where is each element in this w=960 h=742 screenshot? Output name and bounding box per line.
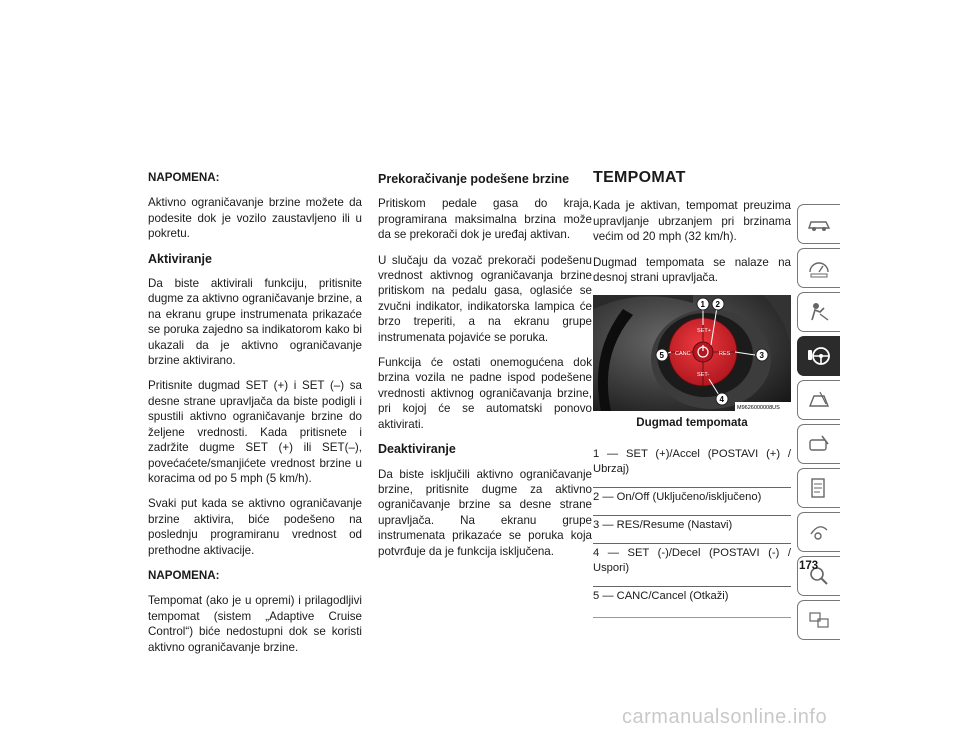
svg-text:2: 2: [715, 300, 720, 310]
tab-safety[interactable]: [797, 292, 840, 332]
section-title-cruise-control: TEMPOMAT: [593, 169, 686, 186]
figure-caption: Dugmad tempomata: [636, 416, 748, 430]
canc-button-label: CANC: [675, 351, 691, 358]
svg-text:4: 4: [719, 395, 724, 405]
callout-1: [697, 298, 709, 310]
section-heading-deactivation: Deaktiviranje: [378, 442, 456, 457]
chapter-tabs: [797, 204, 841, 644]
figure-code: M9626000008US: [737, 405, 780, 412]
tab-specifications[interactable]: [797, 468, 840, 508]
emergency-icon: [806, 388, 832, 412]
paragraph: Da biste aktivirali funkciju, pritisnite dugme za aktivno ograničavanje brzine, a na ekranu grupe instrumenata prikazaće se poruka zajedno sa indikatorom kako bi ukazali da je aktivno ograničavanje brzine aktivirano.: [148, 277, 362, 368]
tab-multimedia[interactable]: [797, 512, 840, 552]
paragraph: Pritisnite dugmad SET (+) i SET (–) sa desne strane upravljača da biste podigli i spustili aktivno ograničavanje brzine do željene vrednosti. Kada pritisnete i zadržite dugme SET (+) ili SET(–), povećaćete/smanjićete vrednost brzine u koracima od po 5 mph (5 km/h).: [148, 379, 362, 485]
paragraph: Kada je aktivan, tempomat preuzima upravljanje ubrzanjem pri brzinama većim od 20 mph (32 km/h).: [593, 199, 791, 244]
figure-legend: [593, 447, 791, 618]
tab-driving[interactable]: [797, 336, 840, 376]
paragraph: Pritiskom pedale gasa do kraja, programirana maksimalna brzina može da se prekorači dok je uređaj aktivan.: [378, 197, 592, 242]
column-middle: [378, 170, 592, 569]
service-icon: [806, 432, 832, 456]
set-plus-button-label: SET+: [697, 328, 711, 335]
callout-5: [656, 349, 668, 361]
language-icon: [806, 608, 832, 632]
svg-text:3: 3: [759, 351, 764, 361]
legend-item: 2 — On/Off (Uključeno/isključeno): [593, 487, 791, 505]
steering-wheel-icon: [806, 344, 832, 368]
res-button-label: RES: [719, 351, 731, 358]
paragraph: Da biste isključili aktivno ograničavanje brzine, pritisnite dugme za aktivno ograničavanje brzine sa desne strane upravljača. Na ekranu grupe instrumenata prikazaće se poruka koja potvrđuje da je funkcija isključena.: [378, 467, 592, 558]
note-label: NAPOMENA:: [148, 171, 220, 184]
page-number: 173: [799, 560, 819, 572]
safety-icon: [806, 300, 832, 324]
set-minus-button-label: SET-: [697, 372, 710, 379]
tab-dashboard[interactable]: [797, 248, 840, 288]
specifications-icon: [806, 476, 832, 500]
callout-2: [712, 298, 724, 310]
paragraph: U slučaju da vozač prekorači podešenu vrednost aktivnog ograničavanja brzine pritiskom na pedalu gasa, oglasiće se zvučni indikator, indikatorska lampica će brzo treperiti, a na ekranu grupe instrumenata pojaviće se poruka.: [378, 253, 592, 344]
car-info-icon: [806, 212, 832, 236]
multimedia-icon: [806, 520, 832, 544]
callout-3: [756, 349, 768, 361]
note-text: Tempomat (ako je u opremi) i prilagodljivi tempomat (sistem „Adaptive Cruise Control“) biće nedostupni dok se koristi aktivno ograničavanje brzine.: [148, 594, 362, 654]
callout-4: [716, 393, 728, 405]
cruise-control-buttons-figure: [593, 295, 791, 411]
tab-language[interactable]: [797, 600, 840, 640]
legend-item: 1 — SET (+)/Accel (POSTAVI (+) / Ubrzaj): [593, 447, 791, 475]
watermark: carmanualsonline.info: [622, 706, 828, 728]
note-text: Aktivno ograničavanje brzine možete da podesite dok je vozilo zaustavljeno ili u pokretu.: [148, 196, 362, 241]
svg-text:5: 5: [659, 351, 664, 361]
dashboard-icon: [806, 256, 832, 280]
legend-item: 4 — SET (-)/Decel (POSTAVI (-) / Uspori): [593, 543, 791, 576]
legend-item: 3 — RES/Resume (Nastavi): [593, 515, 791, 533]
tab-car-info[interactable]: [797, 204, 840, 244]
tab-service[interactable]: [797, 424, 840, 464]
legend-item: 5 — CANC/Cancel (Otkaži): [593, 586, 791, 604]
tab-emergency[interactable]: [797, 380, 840, 420]
paragraph: Dugmad tempomata se nalaze na desnoj strani upravljača.: [593, 255, 791, 285]
note-label: NAPOMENA:: [148, 568, 220, 582]
steering-wheel-illustration: [593, 295, 791, 411]
paragraph: Svaki put kada se aktivno ograničavanje brzine aktivira, biće podešeno na poslednju programiranu vrednost od prethodne aktivacije.: [148, 497, 362, 557]
svg-text:1: 1: [700, 300, 705, 310]
column-left: [148, 170, 362, 665]
paragraph: Funkcija će ostati onemogućena dok brzina vozila ne padne ispod podešene vrednosti aktivnog ograničavanja brzine, pri kojoj će se automatski ponovo aktivirati.: [378, 356, 592, 431]
section-heading-activation: Aktiviranje: [148, 251, 212, 266]
column-right: [593, 170, 791, 618]
section-heading-exceeding: Prekoračivanje podešene brzine: [378, 172, 570, 186]
